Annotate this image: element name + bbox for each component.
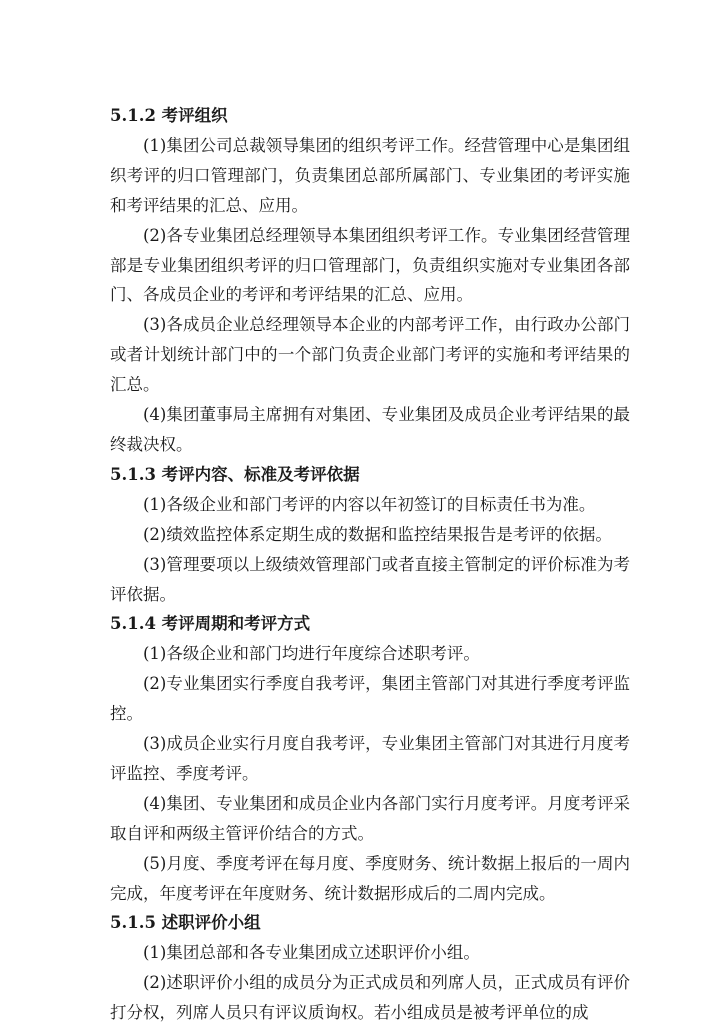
- paragraph: (3)各成员企业总经理领导本企业的内部考评工作，由行政办公部门或者计划统计部门中的一个部门负责企业部门考评的实施和考评结果的汇总。: [110, 315, 630, 395]
- section-heading-5-1-2: 5.1.2 考评组织: [110, 106, 228, 125]
- paragraph: (2)专业集团实行季度自我考评，集团主管部门对其进行季度考评监控。: [110, 674, 630, 724]
- section-heading-5-1-3: 5.1.3 考评内容、标准及考评依据: [110, 464, 360, 484]
- paragraph: (3)成员企业实行月度自我考评，专业集团主管部门对其进行月度考评监控、季度考评。: [110, 734, 630, 783]
- section-heading-5-1-4: 5.1.4 考评周期和考评方式: [110, 614, 311, 634]
- paragraph: (2)绩效监控体系定期生成的数据和监控结果报告是考评的依据。: [143, 524, 612, 544]
- section-heading-5-1-5: 5.1.5 述职评价小组: [110, 913, 261, 933]
- paragraph: (1)各级企业和部门考评的内容以年初签订的目标责任书为准。: [143, 494, 596, 514]
- paragraph: (2)述职评价小组的成员分为正式成员和列席人员，正式成员有评价打分权，列席人员只有评议质询权。若小组成员是被考评单位的成: [110, 973, 630, 1023]
- paragraph: (2)各专业集团总经理领导本集团组织考评工作。专业集团经营管理部是专业集团组织考评的归口管理部门，负责组织实施对专业集团各部门、各成员企业的考评和考评结果的汇总、应用。: [110, 225, 630, 305]
- paragraph: (1)集团公司总裁领导集团的组织考评工作。经营管理中心是集团组织考评的归口管理部门，负责集团总部所属部门、专业集团的考评实施和考评结果的汇总、应用。: [110, 135, 630, 215]
- paragraph: (1)各级企业和部门均进行年度综合述职考评。: [143, 644, 480, 664]
- paragraph: (4)集团董事局主席拥有对集团、专业集团及成员企业考评结果的最终裁决权。: [110, 405, 630, 454]
- paragraph: (1)集团总部和各专业集团成立述职评价小组。: [143, 943, 480, 963]
- paragraph: (5)月度、季度考评在每月度、季度财务、统计数据上报后的一周内完成，年度考评在年度财务、统计数据形成后的二周内完成。: [110, 853, 630, 903]
- paragraph: (3)管理要项以上级绩效管理部门或者直接主管制定的评价标准为考评依据。: [110, 554, 630, 604]
- paragraph: (4)集团、专业集团和成员企业内各部门实行月度考评。月度考评采取自评和两级主管评价结合的方式。: [110, 793, 630, 843]
- document-page: [110, 101, 630, 1028]
